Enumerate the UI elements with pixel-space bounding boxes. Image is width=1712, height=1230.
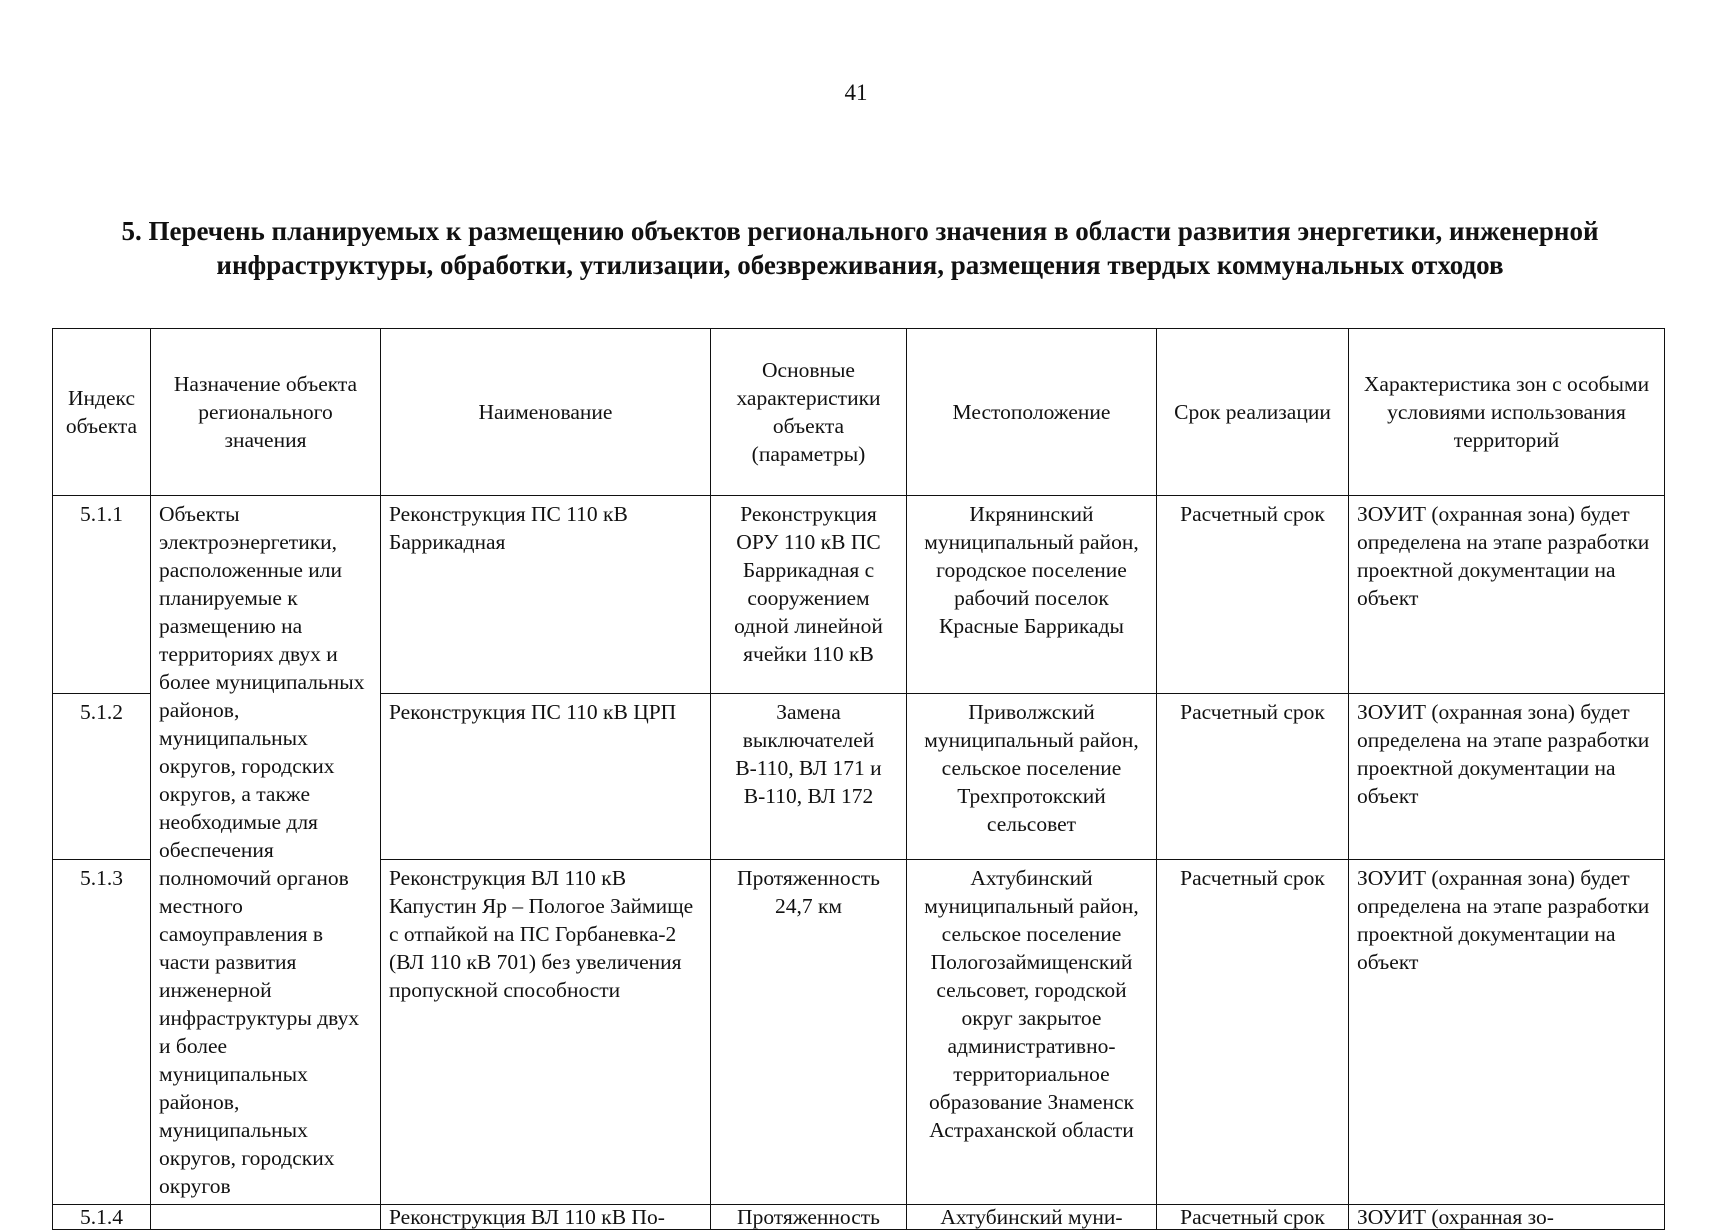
table-header-row: [53, 329, 1665, 496]
cell-index: 5.1.2: [53, 693, 151, 859]
header-index: Индекс объекта: [53, 329, 151, 496]
table-row: [53, 496, 1665, 694]
cell-purpose-empty: [151, 1205, 381, 1230]
cell-characteristics: Протяженность: [711, 1205, 907, 1230]
title-line-2: инфраструктуры, обработки, утилизации, обезвреживания, размещения твердых коммунальных отходов: [216, 250, 1504, 280]
cell-index: 5.1.1: [53, 496, 151, 694]
cell-characteristics: Протяженность 24,7 км: [711, 859, 907, 1204]
cell-characteristics: Замена выключателей В-110, ВЛ 171 и В-110, ВЛ 172: [711, 693, 907, 859]
cell-name: Реконструкция ВЛ 110 кВ Капустин Яр – Пологое Займище с отпайкой на ПС Горбаневка-2 (ВЛ 110 кВ 701) без увеличения пропускной способности: [381, 859, 711, 1204]
header-purpose: Назначение объекта регионального значения: [151, 329, 381, 496]
page-title: [80, 214, 1640, 282]
cell-index: 5.1.3: [53, 859, 151, 1204]
objects-table: [52, 328, 1665, 1230]
cell-location: Ахтубинский муни-: [907, 1205, 1157, 1230]
header-term: Срок реализации: [1157, 329, 1349, 496]
cell-name: Реконструкция ПС 110 кВ ЦРП: [381, 693, 711, 859]
cell-index: 5.1.4: [53, 1205, 151, 1230]
cell-zones: ЗОУИТ (охранная зона) будет определена на этапе разработки проектной документации на объект: [1349, 496, 1665, 694]
header-location: Местоположение: [907, 329, 1157, 496]
cell-term: Расчетный срок: [1157, 859, 1349, 1204]
cell-characteristics: Реконструкция ОРУ 110 кВ ПС Баррикадная с сооружением одной линейной ячейки 110 кВ: [711, 496, 907, 694]
cell-location: Приволжский муниципальный район, сельское поселение Трехпротокский сельсовет: [907, 693, 1157, 859]
cell-zones: ЗОУИТ (охранная зона) будет определена на этапе разработки проектной документации на объект: [1349, 693, 1665, 859]
cell-zones: ЗОУИТ (охранная зо-: [1349, 1205, 1665, 1230]
cell-location: Икрянинский муниципальный район, городское поселение рабочий поселок Красные Баррикады: [907, 496, 1157, 694]
cell-name: Реконструкция ВЛ 110 кВ По-: [381, 1205, 711, 1230]
cell-term: Расчетный срок: [1157, 1205, 1349, 1230]
cell-term: Расчетный срок: [1157, 693, 1349, 859]
header-zones: Характеристика зон с особыми условиями использования территорий: [1349, 329, 1665, 496]
page-number: 41: [844, 80, 868, 105]
cell-term: Расчетный срок: [1157, 496, 1349, 694]
cell-name: Реконструкция ПС 110 кВ Баррикадная: [381, 496, 711, 694]
table-row: [53, 1205, 1665, 1230]
cell-location: Ахтубинский муниципальный район, сельское поселение Пологозаймищенский сельсовет, городской округ закрытое административно-территориальное образование Знаменск Астраханской области: [907, 859, 1157, 1204]
cell-zones: ЗОУИТ (охранная зона) будет определена на этапе разработки проектной документации на объект: [1349, 859, 1665, 1204]
header-characteristics: Основные характеристики объекта (параметры): [711, 329, 907, 496]
header-name: Наименование: [381, 329, 711, 496]
cell-purpose: Объекты электроэнергетики, расположенные или планируемые к размещению на территориях двух и более муниципальных районов, муниципальных округов, городских округов, а также необходимые для обеспечения полномочий органов местного самоуправления в части развития инженерной инфраструктуры двух и более муниципальных районов, муниципальных округов, городских округов: [151, 496, 381, 1205]
title-line-1: 5. Перечень планируемых к размещению объектов регионального значения в области развития энергетики, инженерной: [121, 216, 1599, 246]
